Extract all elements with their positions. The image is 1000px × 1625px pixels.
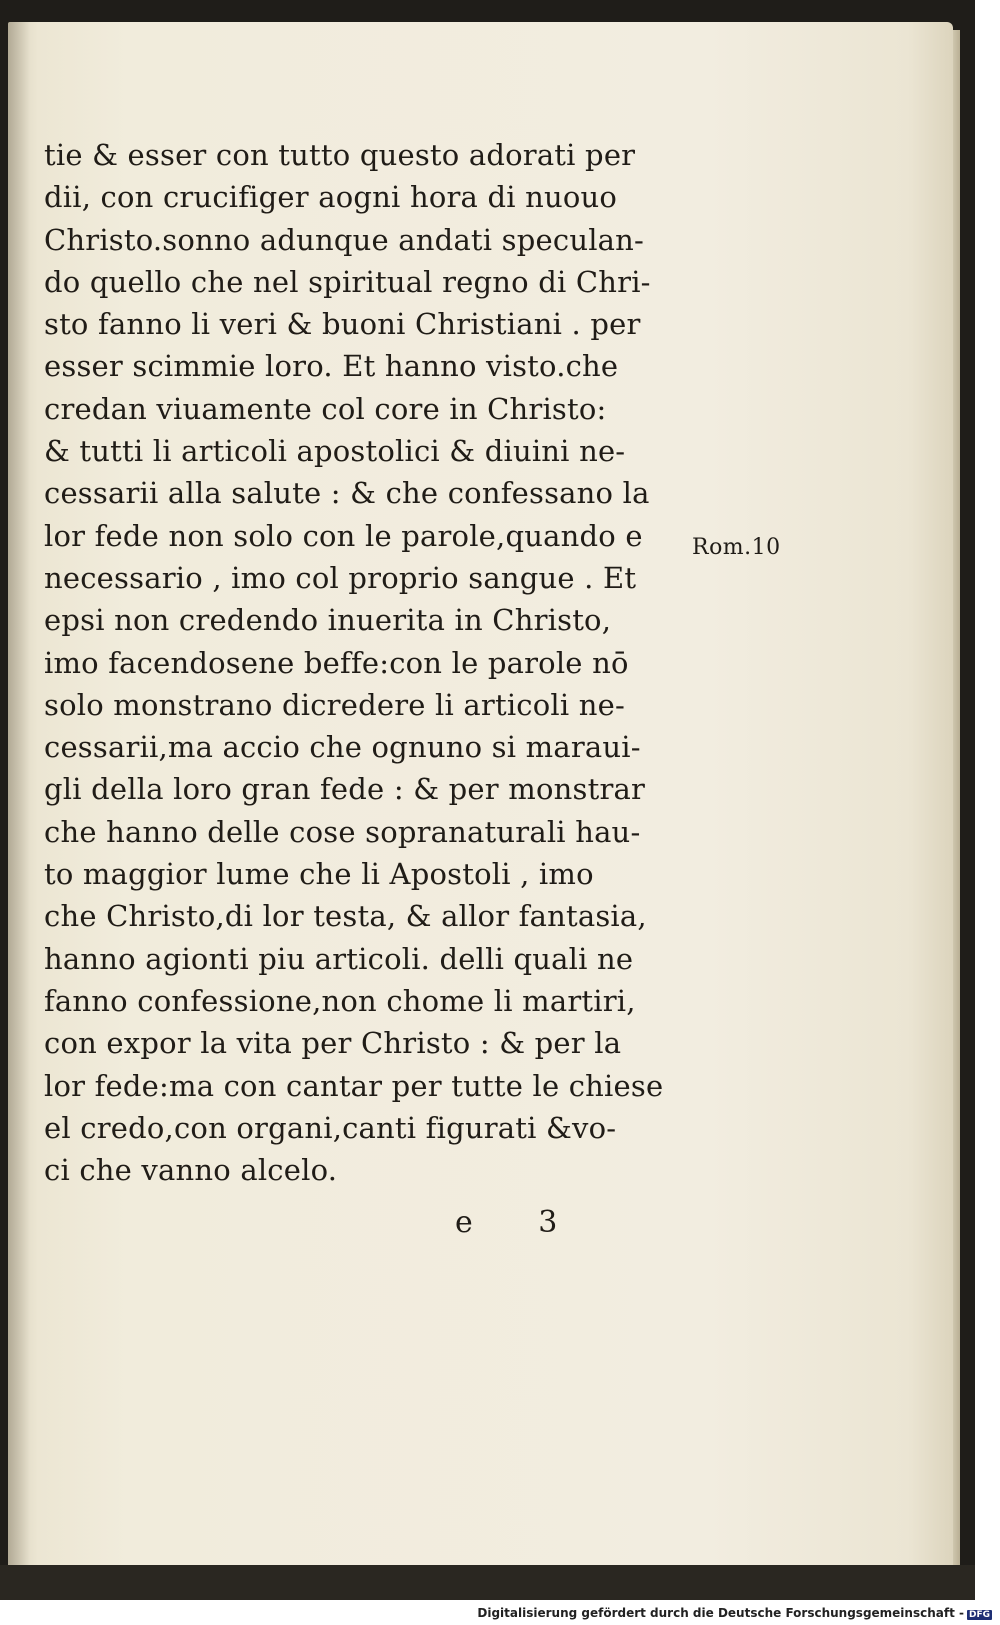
text-line: dii, con crucifiger aogni hora di nuouo xyxy=(44,180,618,215)
text-line: epsi non credendo inuerita in Christo, xyxy=(44,603,612,638)
gutter-shadow xyxy=(8,22,30,1572)
signature-mark: e 3 xyxy=(455,1205,586,1240)
digitization-credit xyxy=(477,1606,992,1620)
credit-text: Digitalisierung gefördert durch die Deutsche Forschungsgemeinschaft - xyxy=(477,1606,964,1620)
dfg-logo: DFG xyxy=(968,1610,990,1620)
text-line: che Christo,di lor testa, & allor fantasia, xyxy=(44,899,647,934)
text-line: & tutti li articoli apostolici & diuini ne- xyxy=(44,434,626,469)
text-line: fanno confessione,non chome li martiri, xyxy=(44,983,636,1018)
text-line: el credo,con organi,canti figurati &vo- xyxy=(44,1110,617,1145)
text-line: lor fede:ma con cantar per tutte le chiese xyxy=(44,1068,664,1103)
text-line: to maggior lume che li Apostoli , imo xyxy=(44,857,594,892)
text-line: credan viuamente col core in Christo: xyxy=(44,391,607,426)
text-line: sto fanno li veri & buoni Christiani . per xyxy=(44,307,641,342)
text-line: imo facendosene beffe:con le parole nō xyxy=(44,645,629,680)
text-line: lor fede non solo con le parole,quando e xyxy=(44,518,643,553)
text-line: do quello che nel spiritual regno di Chri- xyxy=(44,264,651,299)
text-line: gli della loro gran fede : & per monstrar xyxy=(44,772,646,807)
text-line: Christo.sonno adunque andati speculan- xyxy=(44,222,645,257)
text-line: hanno agionti piu articoli. delli quali ne xyxy=(44,941,634,976)
text-line: necessario , imo col proprio sangue . Et xyxy=(44,560,637,595)
text-line: che hanno delle cose sopranaturali hau- xyxy=(44,814,641,849)
text-line: con expor la vita per Christo : & per la xyxy=(44,1026,622,1061)
bottom-edge xyxy=(0,1565,975,1600)
page-text xyxy=(44,134,694,1191)
text-line: cessarii,ma accio che ognuno si maraui- xyxy=(44,730,641,765)
text-line: cessarii alla salute : & che confessano la xyxy=(44,476,650,511)
text-line: esser scimmie loro. Et hanno visto.che xyxy=(44,349,619,384)
text-line: tie & esser con tutto questo adorati per xyxy=(44,138,636,172)
text-line: ci che vanno alcelo. xyxy=(44,1153,338,1188)
margin-note: Rom.10 xyxy=(692,535,781,560)
text-line: solo monstrano dicredere li articoli ne- xyxy=(44,687,626,722)
